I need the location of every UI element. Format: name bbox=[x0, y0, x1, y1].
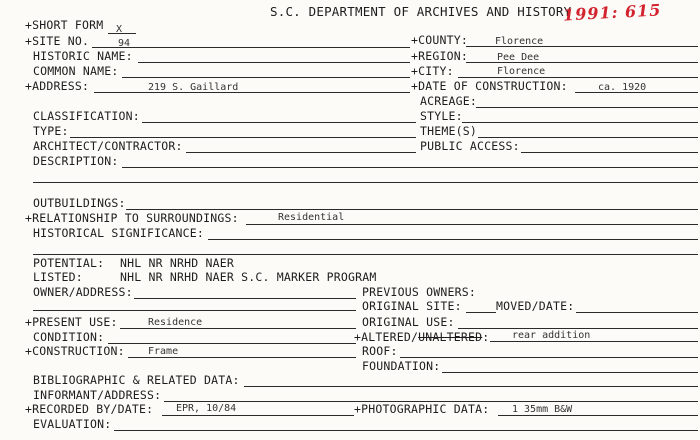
relationship-label: +RELATIONSHIP TO SURROUNDINGS: bbox=[25, 211, 239, 225]
address-value: 219 S. Gaillard bbox=[148, 82, 239, 93]
roof-label: ROOF: bbox=[362, 344, 398, 358]
city-line bbox=[458, 77, 698, 78]
outbuildings-label: OUTBUILDINGS: bbox=[33, 196, 126, 210]
handwritten-accession-number: 1991: 615 bbox=[562, 0, 662, 25]
region-line bbox=[466, 62, 698, 63]
informant-label: INFORMANT/ADDRESS: bbox=[33, 388, 162, 402]
altered-label-colon: : bbox=[482, 330, 490, 344]
condition-line bbox=[108, 343, 356, 344]
condition-label: CONDITION: bbox=[33, 330, 105, 344]
roof-line bbox=[400, 357, 698, 358]
foundation-line bbox=[442, 372, 698, 373]
moved-date-line bbox=[576, 312, 698, 313]
construction-value: Frame bbox=[148, 346, 179, 357]
foundation-label: FOUNDATION: bbox=[362, 359, 441, 373]
description-label: DESCRIPTION: bbox=[33, 154, 119, 168]
recorded-by-label: +RECORDED BY/DATE: bbox=[25, 402, 154, 416]
historical-significance-line bbox=[208, 239, 698, 240]
altered-line bbox=[490, 341, 698, 342]
site-no-line bbox=[92, 47, 410, 48]
original-site-label: ORIGINAL SITE: bbox=[362, 299, 462, 313]
evaluation-line bbox=[114, 430, 698, 431]
type-label: TYPE: bbox=[33, 124, 69, 138]
region-label: +REGION: bbox=[411, 49, 468, 63]
short-form-line bbox=[108, 33, 136, 34]
historical-significance-label: HISTORICAL SIGNIFICANCE: bbox=[33, 226, 204, 240]
potential-label: POTENTIAL: bbox=[33, 256, 105, 270]
listed-options: NHL NR NRHD NAER S.C. MARKER PROGRAM bbox=[120, 270, 377, 284]
site-no-label: +SITE NO. bbox=[25, 34, 90, 48]
themes-label: THEME(S) bbox=[420, 124, 477, 138]
city-label: +CITY: bbox=[411, 64, 454, 78]
construction-line bbox=[128, 357, 356, 358]
common-name-line bbox=[122, 77, 410, 78]
architect-label: ARCHITECT/CONTRACTOR: bbox=[33, 139, 183, 153]
style-label: STYLE: bbox=[420, 109, 463, 123]
style-line bbox=[462, 122, 698, 123]
historic-name-label: HISTORIC NAME: bbox=[33, 49, 133, 63]
address-line bbox=[94, 92, 410, 93]
relationship-value: Residential bbox=[278, 212, 345, 223]
county-label: +COUNTY: bbox=[411, 33, 468, 47]
common-name-label: COMMON NAME: bbox=[33, 64, 119, 78]
bibliographic-label: BIBLIOGRAPHIC & RELATED DATA: bbox=[33, 373, 240, 387]
county-value: Florence bbox=[495, 36, 544, 47]
altered-label bbox=[354, 331, 489, 344]
date-of-construction-label: +DATE OF CONSTRUCTION: bbox=[411, 79, 568, 93]
date-of-construction-value: ca. 1920 bbox=[598, 82, 647, 93]
present-use-value: Residence bbox=[148, 317, 203, 328]
original-use-label: ORIGINAL USE: bbox=[362, 315, 455, 329]
moved-date-label: MOVED/DATE: bbox=[496, 299, 575, 313]
previous-owners-label: PREVIOUS OWNERS: bbox=[362, 285, 476, 299]
short-form-label: +SHORT FORM bbox=[25, 18, 104, 32]
outbuildings-line bbox=[126, 209, 698, 210]
short-form-value: X bbox=[116, 24, 123, 35]
photographic-data-label: +PHOTOGRAPHIC DATA: bbox=[354, 402, 490, 416]
bibliographic-line bbox=[244, 386, 698, 387]
site-no-value: 94 bbox=[118, 38, 131, 49]
description-line-1 bbox=[122, 167, 698, 168]
original-use-line bbox=[458, 328, 698, 329]
altered-value: rear addition bbox=[512, 330, 591, 341]
potential-options: NHL NR NRHD NAER bbox=[120, 256, 234, 270]
architect-line bbox=[186, 152, 416, 153]
type-line bbox=[70, 137, 416, 138]
owner-address-label: OWNER/ADDRESS: bbox=[33, 285, 133, 299]
photographic-data-line bbox=[498, 415, 698, 416]
acreage-label: ACREAGE: bbox=[420, 94, 477, 108]
unaltered-label-struck: UNALTERED bbox=[418, 330, 483, 344]
address-label: +ADDRESS: bbox=[25, 79, 90, 93]
acreage-line bbox=[476, 107, 698, 108]
department-header: S.C. DEPARTMENT OF ARCHIVES AND HISTORY bbox=[270, 4, 572, 19]
historic-name-line bbox=[138, 62, 410, 63]
classification-line bbox=[142, 122, 416, 123]
recorded-by-line bbox=[162, 415, 354, 416]
present-use-line bbox=[120, 328, 356, 329]
listed-label: LISTED: bbox=[33, 270, 83, 284]
city-value: Florence bbox=[497, 66, 546, 77]
present-use-label: +PRESENT USE: bbox=[25, 315, 118, 329]
evaluation-label: EVALUATION: bbox=[33, 417, 112, 431]
classification-label: CLASSIFICATION: bbox=[33, 109, 140, 123]
date-of-construction-line bbox=[575, 92, 698, 93]
description-line-2 bbox=[33, 182, 698, 183]
construction-label: +CONSTRUCTION: bbox=[25, 344, 125, 358]
altered-label-a: +ALTERED/ bbox=[354, 330, 419, 344]
photographic-data-value: 1 35mm B&W bbox=[512, 404, 573, 415]
significance-line-2 bbox=[33, 254, 698, 255]
original-site-line bbox=[466, 312, 496, 313]
owner-address-line-2 bbox=[33, 310, 356, 311]
relationship-line bbox=[246, 224, 698, 225]
owner-address-line bbox=[134, 298, 356, 299]
region-value: Pee Dee bbox=[497, 52, 540, 63]
public-access-line bbox=[521, 152, 698, 153]
public-access-label: PUBLIC ACCESS: bbox=[420, 139, 520, 153]
recorded-by-value: EPR, 10/84 bbox=[176, 403, 237, 414]
themes-line bbox=[478, 137, 698, 138]
county-line bbox=[466, 46, 698, 47]
